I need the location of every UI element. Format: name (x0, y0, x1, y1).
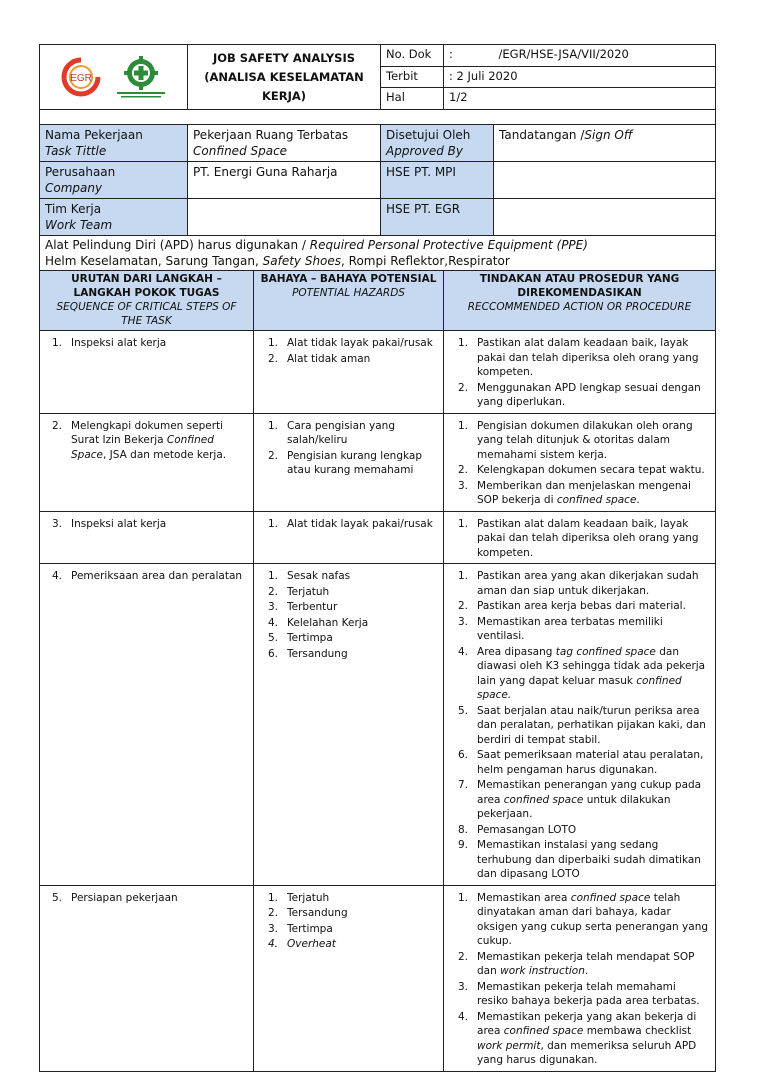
meta-value-page: 1/2 (444, 88, 716, 110)
company-label: Perusahaan Company (40, 162, 188, 199)
task-title-label: Nama Pekerjaan Task Tittle (40, 125, 188, 162)
work-team-label: Tim Kerja Work Team (40, 199, 188, 236)
title-line1: JOB SAFETY ANALYSIS (212, 50, 356, 65)
task-title-value: Pekerjaan Ruang Terbatas Confined Space (188, 125, 381, 162)
meta-label-issued: Terbit (381, 66, 444, 88)
step-cell: 1. Inspeksi alat kerja (40, 331, 254, 414)
col-header-hazards: BAHAYA – BAHAYA POTENSIAL POTENTIAL HAZARDS (254, 271, 444, 331)
work-team-value (188, 199, 381, 236)
meta-value-doc: /EGR/HSE-JSA/VII/2020 (494, 45, 716, 67)
action-cell: 1. Pengisian dokumen dilakukan oleh orang yang telah ditunjuk & otoritas dalam memahami sistem kerja. 2. Kelengkapan dokumen secara tepat waktu. 3. Memberikan dan menjelaskan mengenai SOP bekerja di confined space. (444, 413, 716, 511)
logo-cell (40, 45, 188, 110)
hazard-cell: 1. Terjatuh 2. Tersandung 3. Tertimpa 4. Overheat (254, 885, 444, 1071)
col-header-steps: URUTAN DARI LANGKAH – LANGKAH POKOK TUGAS SEQUENCE OF CRITICAL STEPS OF THE TASK (40, 271, 254, 331)
hazard-cell: 1. Alat tidak layak pakai/rusak 2. Alat tidak aman (254, 331, 444, 414)
table-row (40, 885, 716, 1071)
hazard-cell: 1. Cara pengisian yang salah/keliru 2. Pengisian kurang lengkap atau kurang memahami (254, 413, 444, 511)
approver-mpi: HSE PT. MPI (381, 162, 494, 199)
table-row (40, 511, 716, 564)
table-row (40, 331, 716, 414)
col-header-actions: TINDAKAN ATAU PROSEDUR YANG DIREKOMENDASIKAN RECCOMMENDED ACTION OR PROCEDURE (444, 271, 716, 331)
meta-sep-doc: : (444, 45, 494, 67)
meta-value-issued: : 2 Juli 2020 (444, 66, 716, 88)
table-row (40, 413, 716, 511)
step-cell: 5. Persiapan pekerjaan (40, 885, 254, 1071)
step-cell: 4. Pemeriksaan area dan peralatan (40, 564, 254, 886)
title-line2: (ANALISA KESELAMATAN KERJA) (204, 69, 364, 103)
hazard-cell: 1. Alat tidak layak pakai/rusak (254, 511, 444, 564)
spacer-row (40, 110, 716, 125)
action-cell: 1. Memastikan area confined space telah dinyatakan aman dari bahaya, kadar oksigen yang cukup serta penerangan yang cukup. 2. Memastikan pekerja telah mendapat SOP dan work instruction. 3. Memastikan pekerja telah memahami resiko bahaya bekerja pada area terbatas. 4. Memastikan pekerja yang akan bekerja di area confined space membawa checklist work permit, dan memeriksa seluruh APD yang harus digunakan. (444, 885, 716, 1071)
ppe-section: Alat Pelindung Diri (APD) harus digunakan / Required Personal Protective Equipment (PPE) Helm Keselamatan, Sarung Tangan, Safety Shoes, Rompi Reflektor,Respirator (40, 236, 716, 271)
document-title (188, 45, 381, 110)
k3-safety-logo (113, 55, 169, 99)
jsa-document (39, 44, 715, 1072)
step-cell: 3. Inspeksi alat kerja (40, 511, 254, 564)
egr-logo (59, 55, 103, 99)
action-cell: 1. Pastikan area yang akan dikerjakan sudah aman dan siap untuk dikerjakan. 2. Pastikan area kerja bebas dari material. 3. Memastikan area terbatas memiliki ventilasi. 4. Area dipasang tag confined space dan diawasi oleh K3 sehingga tidak ada pekerja lain yang dapat keluar masuk confined space. 5. Saat berjalan atau naik/turun periksa area dan peralatan, perhatikan pijakan kaki, dan berdiri di tempat stabil. 6. Saat pemeriksaan material atau peralatan, helm pengaman harus digunakan. 7. Memastikan penerangan yang cukup pada area confined space untuk dilakukan pekerjaan. 8. Pemasangan LOTO 9. Memastikan instalasi yang sedang terhubung dan diperbaiki sudah dimatikan dan dipasang LOTO (444, 564, 716, 886)
signature-egr (494, 199, 716, 236)
sign-off-label: Tandatangan /Sign Off (494, 125, 716, 162)
action-cell: 1. Pastikan alat dalam keadaan baik, layak pakai dan telah diperiksa oleh orang yang kompeten. 2. Menggunakan APD lengkap sesuai dengan yang diperlukan. (444, 331, 716, 414)
hazard-cell: 1. Sesak nafas 2. Terjatuh 3. Terbentur 4. Kelelahan Kerja 5. Tertimpa 6. Tersandung (254, 564, 444, 886)
action-cell: 1. Pastikan alat dalam keadaan baik, layak pakai dan telah diperiksa oleh orang yang kompeten. (444, 511, 716, 564)
company-value: PT. Energi Guna Raharja (188, 162, 381, 199)
jsa-table (39, 44, 716, 1072)
approved-by-label: Disetujui Oleh Approved By (381, 125, 494, 162)
step-cell: 2. Melengkapi dokumen seperti Surat Izin Bekerja Confined Space, JSA dan metode kerja. (40, 413, 254, 511)
meta-label-doc: No. Dok (381, 45, 444, 67)
table-row (40, 564, 716, 886)
signature-mpi (494, 162, 716, 199)
approver-egr: HSE PT. EGR (381, 199, 494, 236)
egr-logo-text: EGR (69, 73, 92, 84)
meta-label-page: Hal (381, 88, 444, 110)
